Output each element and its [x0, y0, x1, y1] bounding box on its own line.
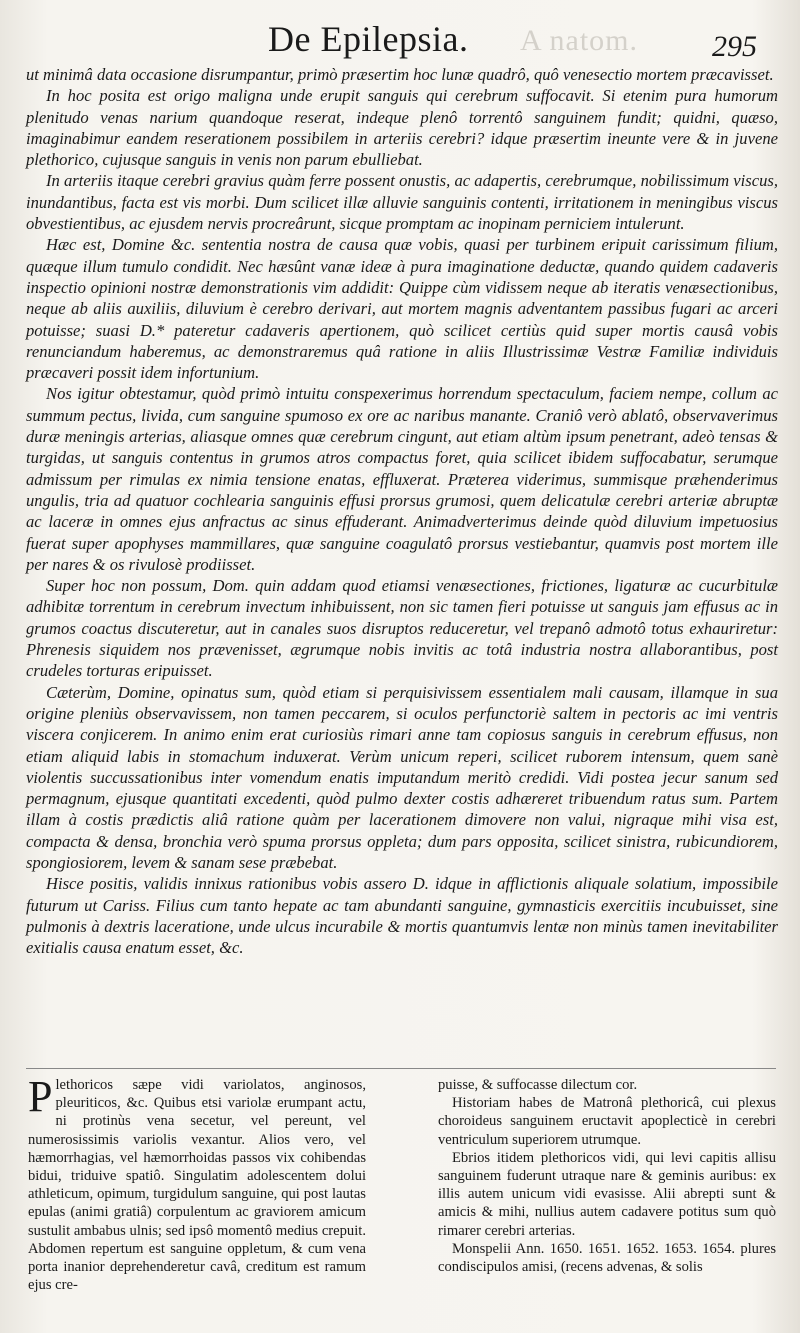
- footnotes: [28, 1072, 776, 1294]
- notes-left-column: [28, 1072, 366, 1294]
- paragraph: Hæc est, Domine &c. sententia nostra de causa quæ vobis, quasi per turbinem eripuit carissimum filium, quæque illum tumulo condidit. Nec hæsûnt vanæ ideæ à pura imaginatione deductæ, quando quidem cadaveris inspectio opinioni nostræ demonstrationis vim addidit: Quippe cùm vidissem neque ab iteratis venæsectionibus, neque ab aliis auxiliis, diluvium è cerebro derivari, aut mortem magnis adventantem passibus fugari ac arceri potuisse; suasi D.* pateretur cadaveris apertionem, quò scilicet certiùs quid super mortis causâ vobis renunciandum haberemus, ac demonstraremus quâ ratione in aliis Illustrissimæ Vestræ Familiæ individuis præcaveri possit idem infortunium.: [26, 235, 778, 383]
- bleed-through-text: A natom.: [520, 24, 638, 57]
- paragraph: ut minimâ data occasione disrumpantur, primò præsertim hoc lunæ quadrô, quô venesectio mortem præcavisset.: [26, 65, 774, 84]
- running-title: De Epilepsia.: [268, 19, 469, 59]
- main-text: [26, 64, 778, 958]
- note-paragraph: Historiam habes de Matronâ plethoricâ, cui plexus choroideus sanguinem eructavit apoplecticè in cerebri ventriculum superiorem utrumque.: [438, 1095, 776, 1148]
- paragraph: Hisce positis, validis innixus rationibus vobis assero D. idque in afflictionis aliquale solatium, impossibile futurum ut Cariss. Filius cum tanto hepate ac tam abundanti sanguine, gymnasticis exercitiis incubuisset, sine pulmonis à dextris laceratione, unde ulcus incurabile & mortis quantumvis lentæ non minùs tamen inevitabiliter exitialis causa enatum esset, &c.: [26, 874, 778, 958]
- paragraph: Super hoc non possum, Dom. quin addam quod etiamsi venæsectiones, frictiones, ligaturæ ac cucurbitulæ adhibitæ torrentum in cerebrum invectum inhibuissent, non sic tamen fieri potuisse ut sanguis jam effusus ac in grumos coactus discuteretur, aut in canales suos disruptos reduceretur, vel trepanô admotô totus exhauriretur: Phrenesis siquidem nos prævenisset, ægrumque nobis invitis ac totâ industria nostra allaborantibus, post crudeles torturas eripuisset.: [26, 576, 778, 681]
- notes-divider: [26, 1068, 776, 1069]
- paragraph: Nos igitur obtestamur, quòd primò intuitu conspexerimus horrendum spectaculum, faciem nempe, collum ac summum pectus, livida, cum sanguine spumoso ex ore ac naribus manante. Craniô verò ablatô, observaverimus duræ meningis arterias, aliasque omnes quæ cerebrum cingunt, aut etiam altùm ipsum penetrant, adeò tensas & turgidas, ut sanguis contentus in grumos atros compactus foret, quia scilicet ibidem suffocabatur, serumque admissum per rimulas ex nimia tensione enatas, effluxerat. Præterea viderimus, summisque præhenderimus ungulis, tria ad quatuor cochlearia sanguinis effusi prorsus grumosi, quem delicatulæ cerebri arteriæ abruptæ ac laceræ in omnes ejus anfractus ac sinus effuderant. Animadverterimus deinde quòd diluvium impetuosius fuerat super apophyses mammillares, quæ sanguine coagulatô prorsus vestiebantur, quamvis post mortem ille per nares & os rivulosè prodiisset.: [26, 384, 778, 574]
- page-header: [0, 10, 800, 63]
- paragraph: In hoc posita est origo maligna unde erupit sanguis qui cerebrum suffocavit. Si etenim pura humorum plenitudo venas narium quandoque reserat, indeque plenô torrentô sanguinem fundit; quidni, quæso, imaginabimur eandem reserationem possibilem in arteriis cerebri? idque præsertim ineunte vere & in juvene plethorico, cujusque sanguis in venis non parum ebulliebat.: [26, 86, 778, 170]
- page-number: 295: [712, 30, 757, 63]
- note-paragraph: puisse, & suffocasse dilectum cor.: [438, 1077, 638, 1093]
- note-paragraph: Plethoricos sæpe vidi variolatos, anginosos, pleuriticos, &c. Quibus etsi variolæ erumpant actu, ni protinùs vena secetur, vel pereunt, vel numerosissimis variolis vexantur. Alios vero, vel hæmorrhagias, vel hæmorrhoidas passos vix cohibendas bidui, triduive spatiô. Singulatim adolescentem dolui athleticum, opimum, turgidulum sanguine, qui post lautas epulas (animi gratiâ) corpulentum ac graviorem amicum sustulit ambabus ulnis; sed ipsô momentô medius crepuit. Abdomen repertum est sanguine oppletum, & cum vena porta inanior deprehenderetur cavâ, creditum est ramum ejus cre-: [28, 1072, 366, 1294]
- note-paragraph: Monspelii Ann. 1650. 1651. 1652. 1653. 1654. plures condiscipulos amisi, (recens advenas, & solis: [438, 1240, 776, 1276]
- paragraph: In arteriis itaque cerebri gravius quàm ferre possent onustis, ac adapertis, cerebrumque, nobilissimum viscus, inundantibus, facta est vis morbi. Dum scilicet illæ alluvie sanguinis contenti, irritationem in meningibus viscus obvestientibus, ac ejusdem nervis procreârunt, sicque promptam ac inopinam perniciem intulerunt.: [26, 171, 778, 234]
- paragraph: Cæterùm, Domine, opinatus sum, quòd etiam si perquisivissem essentialem mali causam, illamque in sua origine pleniùs observavissem, non tamen peccarem, si oculos perfunctoriè saltem in pectoris ac imi ventris viscera conjicerem. In animo enim erat curiosiùs rimari anne tam copiosus sanguis in cerebrum effusus, non etiam aliquid labis in stomachum induxerat. Verùm unicum reperi, scilicet ruborem intensum, quem sanè violentis succussationibus inter vomendum enatis imputandum meritò credidi. Vidi postea jecur sanum sed permagnum, ejusque quantitati excedenti, quòd pulmo dexter costis adhæreret tribuendum ratus sum. Partem illam à costis prædictis aliâ ratione quàm per lacerationem dimovere non valui, nigraque mihi visa est, compacta & densa, bronchia verò spuma prorsus oppleta; dum pars opposita, scilicet sinistra, rubicundiorem, spongiosiorem, levem & sanam sese præbebat.: [26, 682, 778, 872]
- note-paragraph: Ebrios itidem plethoricos vidi, qui levi capitis allisu sanguinem fuderunt utraque nare & geminis auribus: ex illis autem unicum vidi evasisse. Alii abrepti sunt & amicis & mihi, nullius autem cadavere potitus sum quò rimarer cerebri arterias.: [438, 1149, 776, 1239]
- notes-right-column: [438, 1076, 776, 1294]
